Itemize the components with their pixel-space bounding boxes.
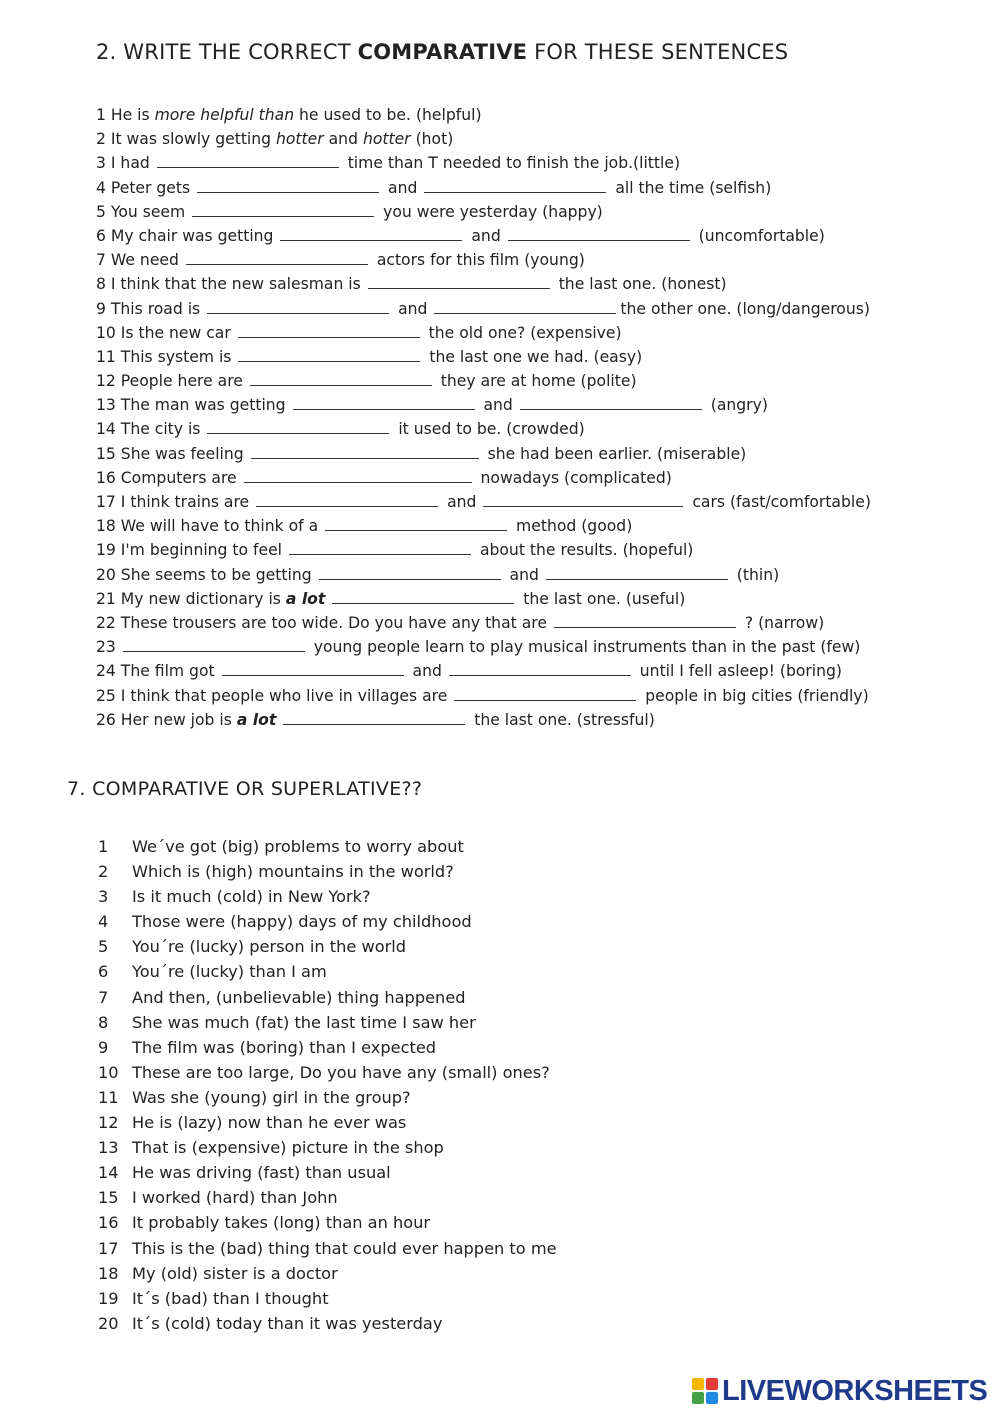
item-text: 3 I had: [96, 154, 155, 173]
exercise-1-item: [96, 684, 871, 708]
liveworksheets-logo-icon: [692, 1378, 718, 1404]
item-text: These are too large, Do you have any (small) ones?: [132, 1062, 550, 1082]
item-number: 13: [98, 1138, 119, 1158]
logo-square-icon: [692, 1378, 704, 1390]
item-number: 20: [98, 1313, 119, 1333]
exercise-2-item: [98, 909, 557, 934]
item-text: 2 It was slowly getting: [96, 130, 276, 149]
answer-blank[interactable]: [280, 226, 462, 241]
item-text: and: [323, 130, 363, 149]
item-text: and: [466, 226, 506, 245]
item-number: 10: [98, 1062, 119, 1082]
item-text: 4 Peter gets: [96, 178, 196, 197]
item-number: 5: [98, 937, 109, 957]
exercise-2-item: [98, 934, 557, 959]
item-text: time than T needed to finish the job.(little): [342, 154, 681, 173]
liveworksheets-logo: [692, 1376, 987, 1406]
logo-square-icon: [706, 1378, 718, 1390]
item-text: 18 We will have to think of a: [96, 517, 324, 536]
item-text: 13 The man was getting: [96, 396, 291, 415]
item-text: more helpful than: [154, 106, 295, 124]
exercise-1-item: [96, 176, 871, 200]
section-1-heading: 2. WRITE THE CORRECT COMPARATIVE FOR THESE SENTENCES: [96, 40, 789, 64]
answer-blank[interactable]: [238, 323, 420, 338]
item-text: all the time (selfish): [610, 178, 772, 197]
exercise-1-item: [96, 224, 871, 248]
item-number: 4: [98, 912, 109, 932]
item-text: it used to be. (crowded): [393, 420, 585, 439]
answer-blank[interactable]: [186, 250, 368, 265]
item-number: 19: [98, 1288, 119, 1308]
item-text: (thin): [731, 565, 780, 584]
exercise-2-item: [98, 985, 557, 1010]
item-text: 6 My chair was getting: [96, 226, 279, 245]
answer-blank[interactable]: [207, 419, 389, 434]
exercise-2-item: [98, 1135, 557, 1160]
exercise-1-item: [96, 466, 871, 490]
item-text: people in big cities (friendly): [640, 686, 869, 705]
exercise-2-item: [98, 884, 557, 909]
exercise-2-list: [98, 834, 557, 1336]
item-text: 10 Is the new car: [96, 323, 236, 342]
answer-blank[interactable]: [483, 492, 683, 507]
item-text: and: [383, 178, 423, 197]
exercise-1-item: [96, 659, 871, 683]
item-text: 8 I think that the new salesman is: [96, 275, 366, 294]
exercise-2-item: [98, 1236, 557, 1261]
item-text: Was she (young) girl in the group?: [132, 1087, 411, 1107]
item-text: That is (expensive) picture in the shop: [132, 1138, 444, 1158]
answer-blank[interactable]: [554, 613, 736, 628]
item-text: the old one? (expensive): [423, 323, 622, 342]
answer-blank[interactable]: [520, 395, 702, 410]
item-text: This is the (bad) thing that could ever happen to me: [132, 1238, 557, 1258]
exercise-2-item: [98, 1286, 557, 1311]
item-text: I worked (hard) than John: [132, 1188, 338, 1208]
exercise-2-item: [98, 1210, 557, 1235]
item-text: actors for this film (young): [371, 251, 585, 270]
exercise-1-item: [96, 563, 871, 587]
answer-blank[interactable]: [289, 540, 471, 555]
answer-blank[interactable]: [424, 178, 606, 193]
exercise-2-item: [98, 859, 557, 884]
item-text: a lot: [236, 710, 277, 729]
exercise-2-item: [98, 1160, 557, 1185]
item-text: ? (narrow): [739, 613, 825, 632]
exercise-2-item: [98, 1185, 557, 1210]
item-number: 6: [98, 962, 109, 982]
item-text: It probably takes (long) than an hour: [132, 1213, 431, 1233]
item-text: He is (lazy) now than he ever was: [132, 1113, 407, 1133]
answer-blank[interactable]: [251, 444, 479, 459]
item-text: [276, 711, 281, 729]
exercise-1-item: [96, 708, 871, 732]
item-number: 11: [98, 1087, 119, 1107]
item-text: 1 He is: [96, 106, 155, 124]
exercise-2-item: [98, 1060, 557, 1085]
item-text: Which is (high) mountains in the world?: [132, 862, 454, 882]
section-2-heading: 7. COMPARATIVE OR SUPERLATIVE??: [67, 778, 423, 800]
answer-blank[interactable]: [508, 226, 690, 241]
item-text: Those were (happy) days of my childhood: [132, 912, 472, 932]
item-text: Is it much (cold) in New York?: [132, 887, 371, 907]
exercise-1-item: [96, 417, 871, 441]
exercise-1-item: [96, 442, 871, 466]
exercise-1-item: [96, 369, 871, 393]
exercise-1-item: [96, 345, 871, 369]
item-text: 9 This road is: [96, 299, 206, 318]
exercise-2-item: [98, 834, 557, 859]
item-text: 25 I think that people who live in villages are: [96, 686, 453, 705]
answer-blank[interactable]: [368, 274, 550, 289]
item-text: 7 We need: [96, 251, 184, 270]
answer-blank[interactable]: [123, 637, 305, 652]
item-number: 12: [98, 1113, 119, 1133]
exercise-1-list: [96, 103, 871, 732]
exercise-1-item: [96, 538, 871, 562]
exercise-2-item: [98, 1035, 557, 1060]
exercise-1-item: [96, 103, 871, 127]
item-text: 21 My new dictionary is: [96, 589, 286, 608]
item-text: 22 These trousers are too wide. Do you have any that are: [96, 613, 552, 632]
item-text: 26 Her new job is: [96, 710, 237, 729]
item-text: 24 The film got: [96, 662, 220, 681]
item-text: [325, 590, 330, 608]
answer-blank[interactable]: [207, 299, 389, 314]
item-text: We´ve got (big) problems to worry about: [132, 837, 464, 856]
exercise-1-item: [96, 127, 871, 151]
exercise-1-item: [96, 272, 871, 296]
item-text: she had been earlier. (miserable): [482, 444, 747, 463]
answer-blank[interactable]: [293, 395, 475, 410]
item-text: The film was (boring) than I expected: [132, 1037, 437, 1057]
exercise-2-item: [98, 1110, 557, 1135]
item-text: until I fell asleep! (boring): [634, 662, 843, 681]
item-text: you were yesterday (happy): [378, 202, 603, 221]
item-number: 3: [98, 887, 109, 907]
item-text: And then, (unbelievable) thing happened: [132, 987, 466, 1007]
exercise-1-item: [96, 321, 871, 345]
answer-blank[interactable]: [157, 153, 339, 168]
item-number: 7: [98, 987, 109, 1007]
item-text: 11 This system is: [96, 347, 237, 366]
answer-blank[interactable]: [244, 468, 472, 483]
item-text: 12 People here are: [96, 372, 248, 391]
answer-blank[interactable]: [197, 178, 379, 193]
exercise-1-item: [96, 297, 871, 321]
item-text: He was driving (fast) than usual: [132, 1163, 391, 1183]
item-text: nowadays (complicated): [475, 468, 672, 487]
answer-blank[interactable]: [192, 202, 374, 217]
item-text: and: [407, 662, 447, 681]
item-number: 9: [98, 1037, 109, 1057]
item-text: (hot): [410, 130, 454, 149]
item-number: 17: [98, 1238, 119, 1258]
item-text: 14 The city is: [96, 420, 206, 439]
item-text: about the results. (hopeful): [474, 541, 694, 560]
item-text: and: [393, 299, 433, 318]
item-text: (angry): [705, 396, 768, 415]
item-number: 15: [98, 1188, 119, 1208]
exercise-1-item: [96, 635, 871, 659]
item-text: You´re (lucky) person in the world: [132, 937, 407, 957]
answer-blank[interactable]: [325, 516, 507, 531]
item-text: 23: [96, 638, 121, 657]
item-text: and: [504, 565, 544, 584]
exercise-2-item: [98, 1261, 557, 1286]
item-text: It´s (bad) than I thought: [132, 1288, 329, 1308]
exercise-2-item: [98, 959, 557, 984]
exercise-1-item: [96, 490, 871, 514]
item-text: and: [478, 396, 518, 415]
exercise-1-item: [96, 200, 871, 224]
item-text: 19 I'm beginning to feel: [96, 541, 287, 560]
answer-blank[interactable]: [319, 565, 501, 580]
answer-blank[interactable]: [238, 347, 420, 362]
item-text: he used to be. (helpful): [294, 106, 482, 124]
exercise-1-item: [96, 248, 871, 272]
answer-blank[interactable]: [454, 686, 636, 701]
answer-blank[interactable]: [434, 299, 616, 314]
item-text: the last one. (honest): [553, 275, 727, 294]
item-number: 16: [98, 1213, 119, 1233]
item-text: the other one. (long/dangerous): [620, 299, 870, 318]
item-text: method (good): [511, 517, 633, 536]
item-text: It´s (cold) today than it was yesterday: [132, 1313, 443, 1333]
logo-square-icon: [692, 1392, 704, 1404]
item-number: 1: [98, 837, 109, 856]
answer-blank[interactable]: [546, 565, 728, 580]
item-text: hotter: [362, 130, 411, 149]
item-text: 17 I think trains are: [96, 493, 255, 511]
item-number: 8: [98, 1012, 109, 1032]
exercise-2-item: [98, 1085, 557, 1110]
item-text: they are at home (polite): [435, 372, 637, 391]
answer-blank[interactable]: [283, 710, 465, 725]
item-text: 16 Computers are: [96, 468, 242, 487]
exercise-1-item: [96, 587, 871, 611]
item-text: the last one we had. (easy): [424, 347, 643, 366]
exercise-2-item: [98, 1010, 557, 1035]
answer-blank[interactable]: [449, 661, 631, 676]
exercise-1-item: [96, 514, 871, 538]
answer-blank[interactable]: [222, 661, 404, 676]
exercise-1-item: [96, 611, 871, 635]
item-text: young people learn to play musical instruments than in the past (few): [308, 638, 861, 657]
answer-blank[interactable]: [332, 589, 514, 604]
item-text: 5 You seem: [96, 202, 191, 221]
item-text: cars (fast/comfortable): [687, 493, 871, 511]
item-text: 20 She seems to be getting: [96, 565, 317, 584]
item-number: 2: [98, 862, 109, 882]
item-text: (uncomfortable): [693, 226, 825, 245]
item-text: My (old) sister is a doctor: [132, 1263, 338, 1283]
item-text: and: [442, 493, 482, 511]
item-text: 15 She was feeling: [96, 444, 249, 463]
item-number: 14: [98, 1163, 119, 1183]
answer-blank[interactable]: [256, 492, 438, 507]
answer-blank[interactable]: [250, 371, 432, 386]
exercise-1-item: [96, 151, 871, 175]
item-text: a lot: [285, 589, 326, 608]
exercise-1-item: [96, 393, 871, 417]
item-text: the last one. (useful): [518, 589, 686, 608]
item-text: hotter: [276, 130, 324, 149]
item-text: the last one. (stressful): [469, 710, 655, 729]
item-number: 18: [98, 1263, 119, 1283]
logo-text: LIVEWORKSHEETS: [722, 1374, 988, 1407]
logo-square-icon: [706, 1392, 718, 1404]
item-text: She was much (fat) the last time I saw her: [132, 1012, 476, 1032]
exercise-2-item: [98, 1311, 557, 1336]
item-text: You´re (lucky) than I am: [132, 962, 327, 982]
